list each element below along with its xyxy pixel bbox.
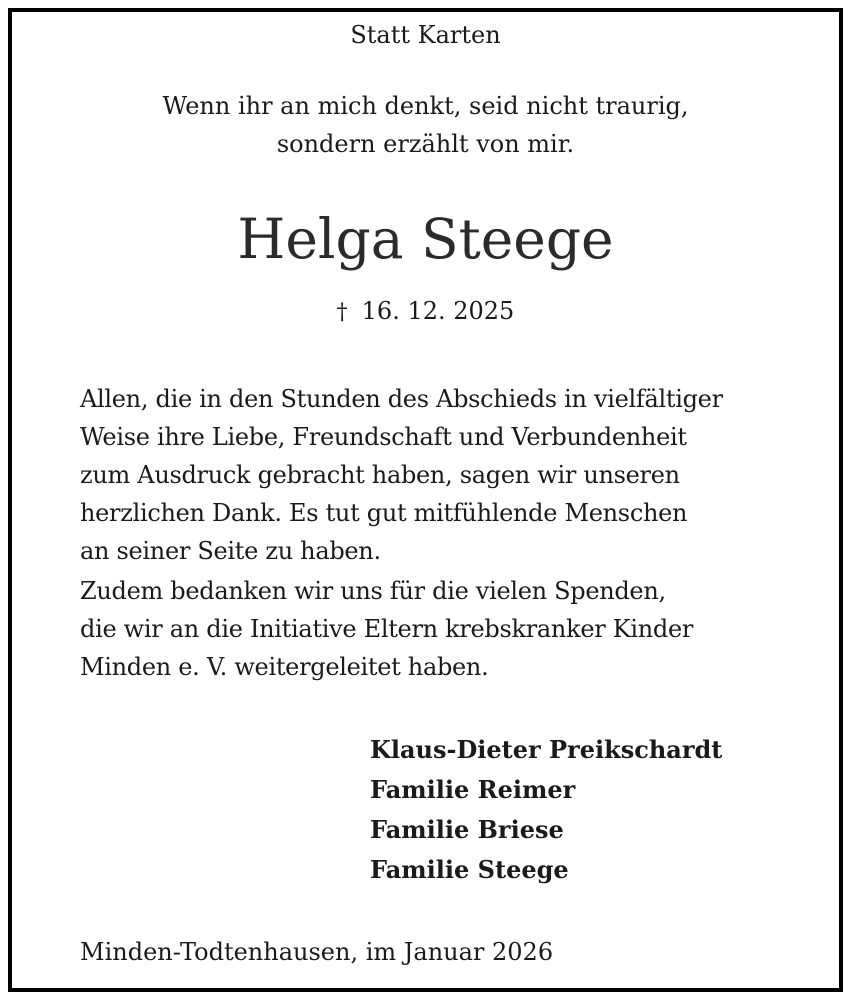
message-line: Minden e. V. weitergeleitet haben.	[80, 653, 489, 681]
message-line: zum Ausdruck gebracht haben, sagen wir unseren	[80, 461, 680, 489]
message-line: herzlichen Dank. Es tut gut mitfühlende Menschen	[80, 499, 688, 527]
signer: Familie Steege	[370, 855, 569, 884]
header-note: Statt Karten	[350, 21, 501, 49]
message-line: Weise ihre Liebe, Freundschaft und Verbundenheit	[80, 423, 687, 451]
message-line: Zudem bedanken wir uns für die vielen Spenden,	[80, 577, 666, 605]
message-line: an seiner Seite zu haben.	[80, 537, 381, 565]
quote-line: sondern erzählt von mir.	[276, 130, 575, 158]
message-line: Allen, die in den Stunden des Abschieds in vielfältiger	[80, 385, 723, 413]
memorial-quote	[0, 87, 851, 163]
cross-icon: †	[336, 300, 348, 325]
quote-line: Wenn ihr an mich denkt, seid nicht traurig,	[162, 92, 689, 120]
death-date-line	[0, 294, 851, 330]
message-line: die wir an die Initiative Eltern krebskranker Kinder	[80, 615, 694, 643]
thank-you-message	[80, 380, 723, 686]
signer: Familie Briese	[370, 815, 564, 844]
death-date: 16. 12. 2025	[361, 297, 515, 325]
place-and-date: Minden-Todtenhausen, im Januar 2026	[80, 938, 554, 966]
signer: Klaus-Dieter Preikschardt	[370, 735, 723, 764]
deceased-name: Helga Steege	[237, 207, 614, 271]
signer: Familie Reimer	[370, 775, 576, 804]
signers-list	[370, 730, 722, 890]
